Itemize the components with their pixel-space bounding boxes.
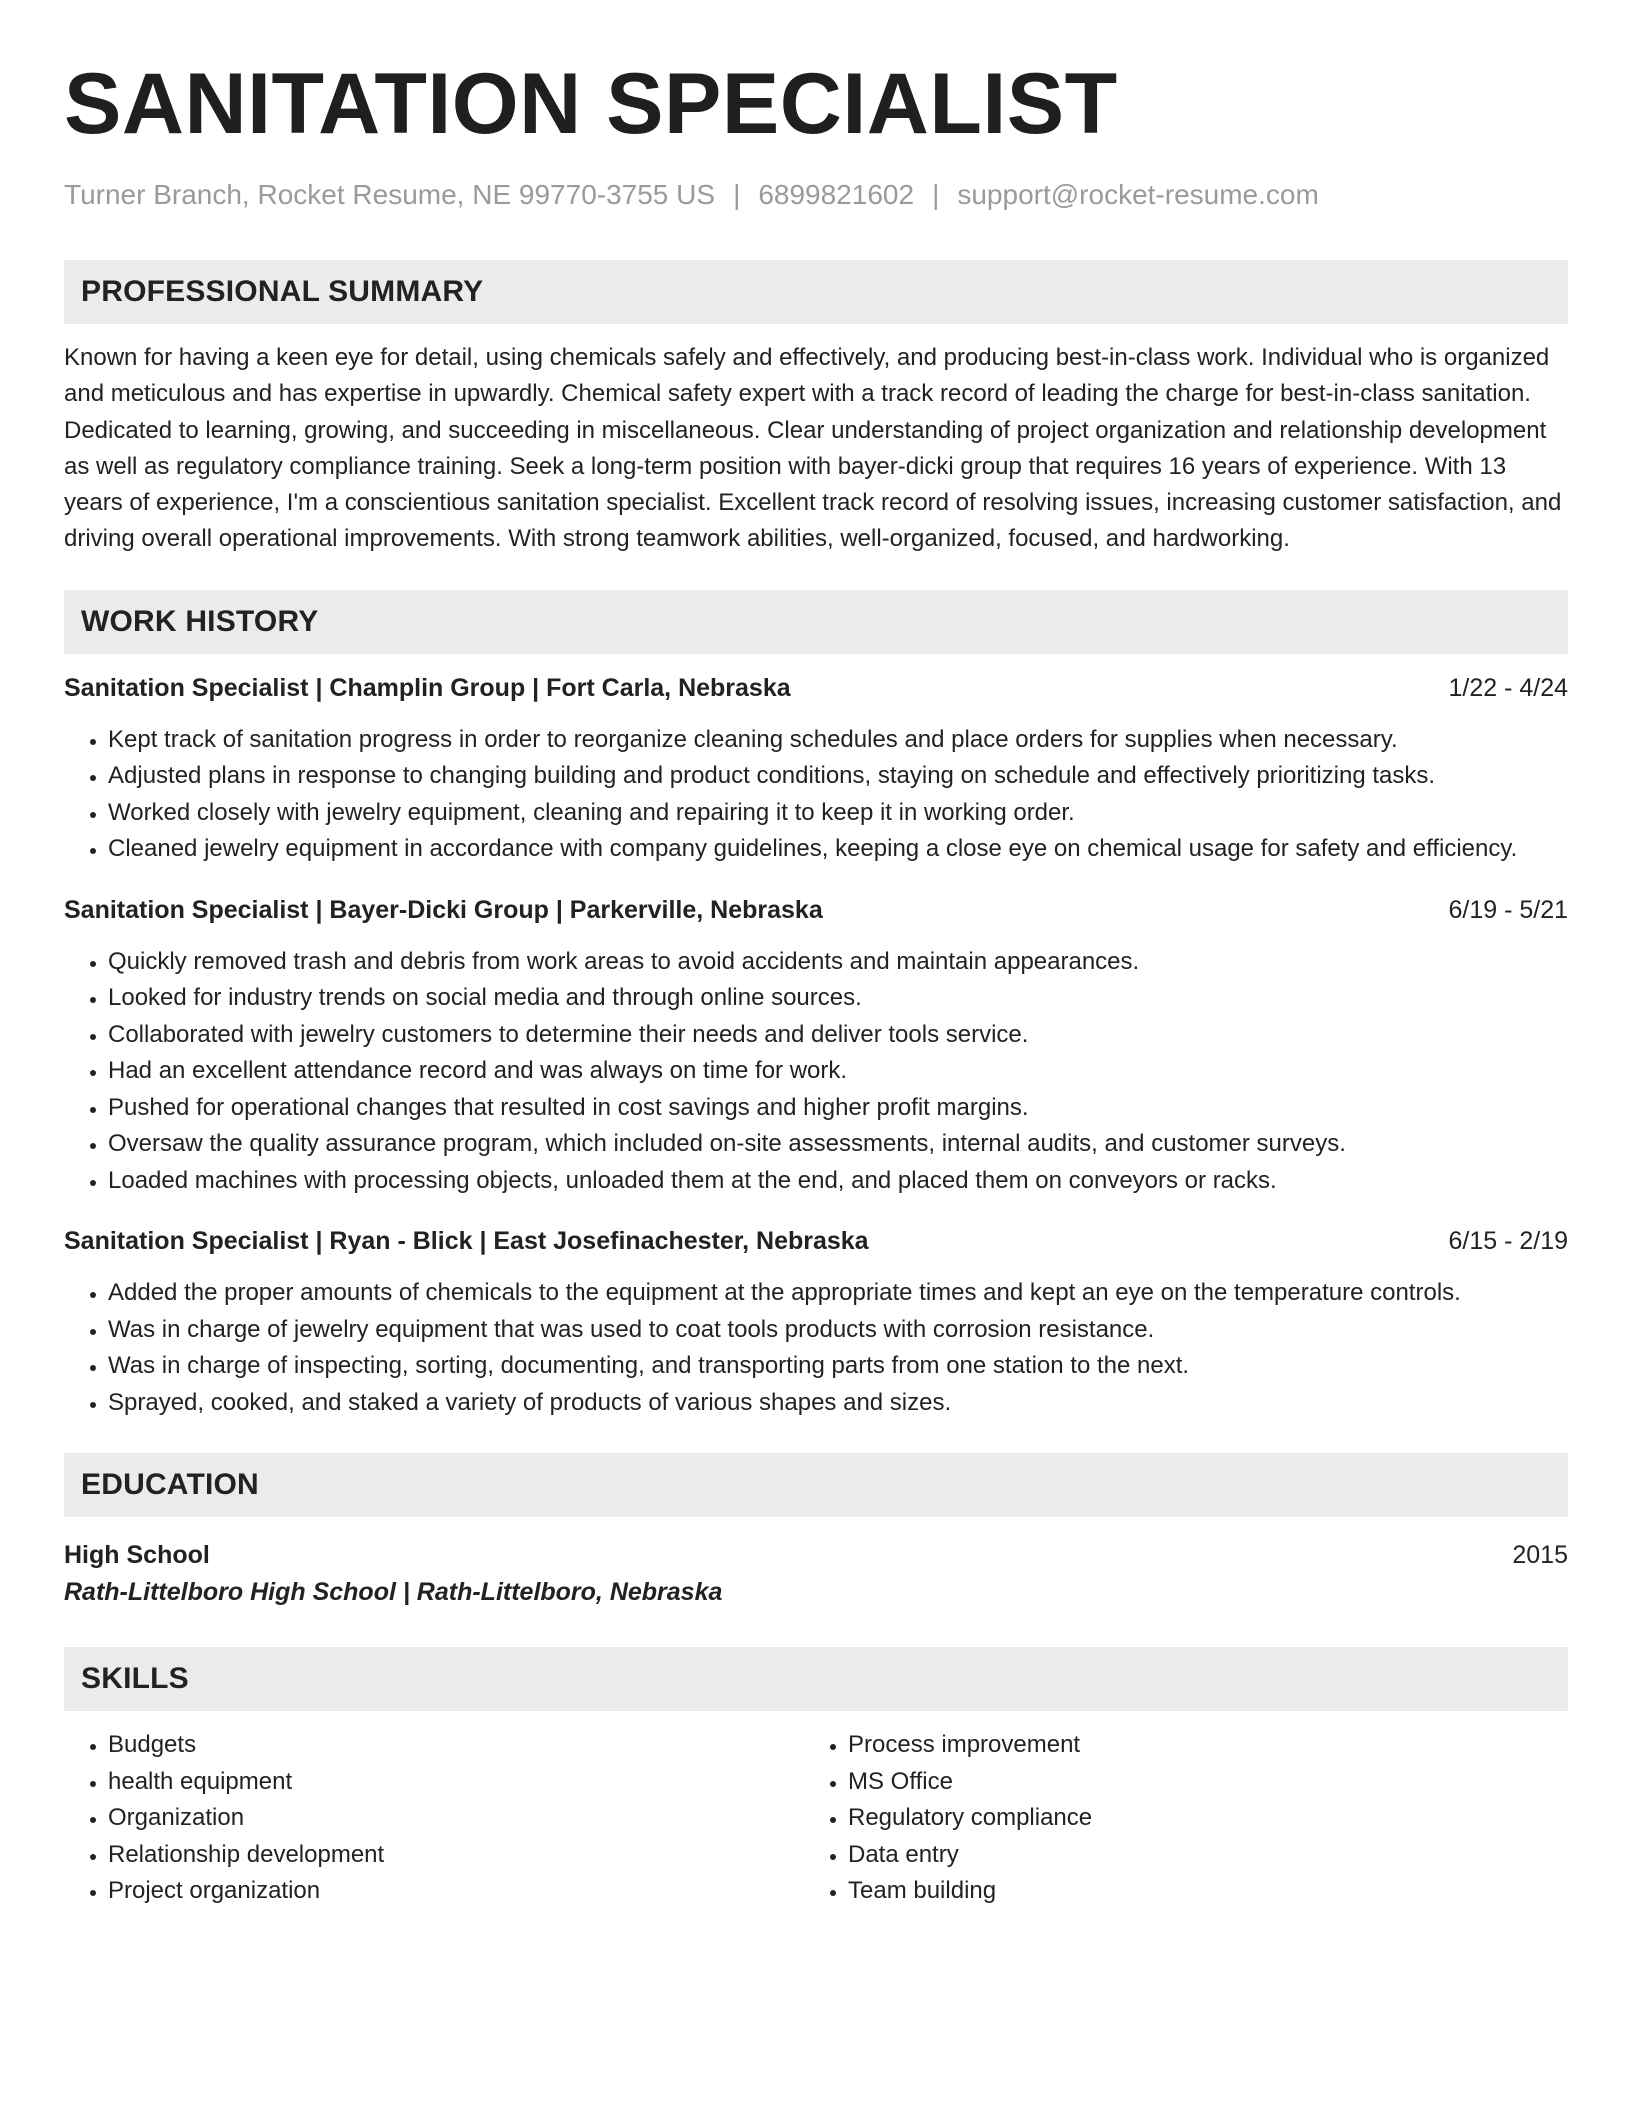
skills-column-left (64, 1727, 804, 1910)
job-header (64, 672, 1568, 704)
job-entry (64, 1225, 1568, 1421)
skill-item: • health equipment (108, 1764, 804, 1801)
contact-line (64, 178, 1568, 212)
job-bullet: • Worked closely with jewelry equipment, cleaning and repairing it to keep it in working order. (108, 795, 1568, 832)
skills-column-right (804, 1727, 1544, 1910)
job-header (64, 894, 1568, 926)
job-bullet: • Oversaw the quality assurance program, which included on-site assessments, internal audits, and customer surveys. (108, 1126, 1568, 1163)
job-bullet: • Kept track of sanitation progress in order to reorganize cleaning schedules and place orders for supplies when necessary. (108, 722, 1568, 759)
section-heading-work-history: WORK HISTORY (64, 590, 1568, 654)
job-bullet: • Loaded machines with processing objects, unloaded them at the end, and placed them on conveyors or racks. (108, 1163, 1568, 1200)
skill-item: • Process improvement (848, 1727, 1544, 1764)
skill-item: • Relationship development (108, 1837, 804, 1874)
job-bullet: • Sprayed, cooked, and staked a variety of products of various shapes and sizes. (108, 1385, 1568, 1422)
education-year: 2015 (1512, 1541, 1568, 1570)
contact-email: support@rocket-resume.com (957, 179, 1319, 210)
job-bullet: • Adjusted plans in response to changing building and product conditions, staying on schedule and effectively prioritizing tasks. (108, 758, 1568, 795)
job-bullet-list (64, 722, 1568, 868)
education-school: Rath-Littelboro High School | Rath-Littelboro, Nebraska (64, 1578, 723, 1607)
skills-list (64, 1727, 1568, 1910)
job-dates: 6/19 - 5/21 (1448, 895, 1568, 924)
contact-separator: | (733, 179, 741, 210)
skill-item: • Organization (108, 1800, 804, 1837)
section-heading-summary: PROFESSIONAL SUMMARY (64, 260, 1568, 324)
section-heading-education: EDUCATION (64, 1453, 1568, 1517)
job-title: Sanitation Specialist | Ryan - Blick | East Josefinachester, Nebraska (64, 1227, 869, 1256)
job-entry (64, 894, 1568, 1200)
job-bullet: • Looked for industry trends on social media and through online sources. (108, 980, 1568, 1017)
skill-item: • MS Office (848, 1764, 1544, 1801)
job-bullet: • Quickly removed trash and debris from work areas to avoid accidents and maintain appearances. (108, 944, 1568, 981)
job-bullet: • Had an excellent attendance record and was always on time for work. (108, 1053, 1568, 1090)
job-header (64, 1225, 1568, 1257)
contact-address: Turner Branch, Rocket Resume, NE 99770-3755 US (64, 179, 716, 210)
work-history-list (64, 672, 1568, 1422)
job-bullet: • Was in charge of inspecting, sorting, documenting, and transporting parts from one station to the next. (108, 1348, 1568, 1385)
job-title: Sanitation Specialist | Bayer-Dicki Group | Parkerville, Nebraska (64, 895, 823, 924)
job-dates: 1/22 - 4/24 (1448, 673, 1568, 702)
skill-item: • Budgets (108, 1727, 804, 1764)
job-bullet-list (64, 1275, 1568, 1421)
skill-item: • Team building (848, 1873, 1544, 1910)
contact-phone: 6899821602 (758, 179, 915, 210)
job-entry (64, 672, 1568, 868)
resume-title: SANITATION SPECIALIST (64, 56, 1118, 152)
job-bullet: • Cleaned jewelry equipment in accordance with company guidelines, keeping a close eye on chemical usage for safety and efficiency. (108, 831, 1568, 868)
job-bullet: • Added the proper amounts of chemicals to the equipment at the appropriate times and kept an eye on the temperature controls. (108, 1275, 1568, 1312)
skill-item: • Regulatory compliance (848, 1800, 1544, 1837)
job-bullet: • Was in charge of jewelry equipment that was used to coat tools products with corrosion resistance. (108, 1312, 1568, 1349)
job-title: Sanitation Specialist | Champlin Group | Fort Carla, Nebraska (64, 673, 791, 702)
skill-item: • Project organization (108, 1873, 804, 1910)
job-bullet: • Collaborated with jewelry customers to determine their needs and deliver tools service. (108, 1017, 1568, 1054)
education-entry (64, 1537, 1568, 1573)
job-bullet-list (64, 944, 1568, 1200)
job-bullet: • Pushed for operational changes that resulted in cost savings and higher profit margins. (108, 1090, 1568, 1127)
skill-item: • Data entry (848, 1837, 1544, 1874)
job-dates: 6/15 - 2/19 (1448, 1227, 1568, 1256)
summary-text: Known for having a keen eye for detail, using chemicals safely and effectively, and producing best-in-class work. Individual who is organized and meticulous and has expertise in upwardly. Chemical safety expert with a track record of leading the charge for best-in-class sanitation. Dedicated to learning, growing, and succeeding in miscellaneous. Clear understanding of project organization and relationship development as well as regulatory compliance training. Seek a long-term position with bayer-dicki group that requires 16 years of experience. With 13 years of experience, I'm a conscientious sanitation specialist. Excellent track record of resolving issues, increasing customer satisfaction, and driving overall operational improvements. With strong teamwork abilities, well-organized, focused, and hardworking. (64, 344, 1562, 553)
contact-separator: | (932, 179, 940, 210)
education-degree: High School (64, 1541, 210, 1570)
section-heading-skills: SKILLS (64, 1647, 1568, 1711)
